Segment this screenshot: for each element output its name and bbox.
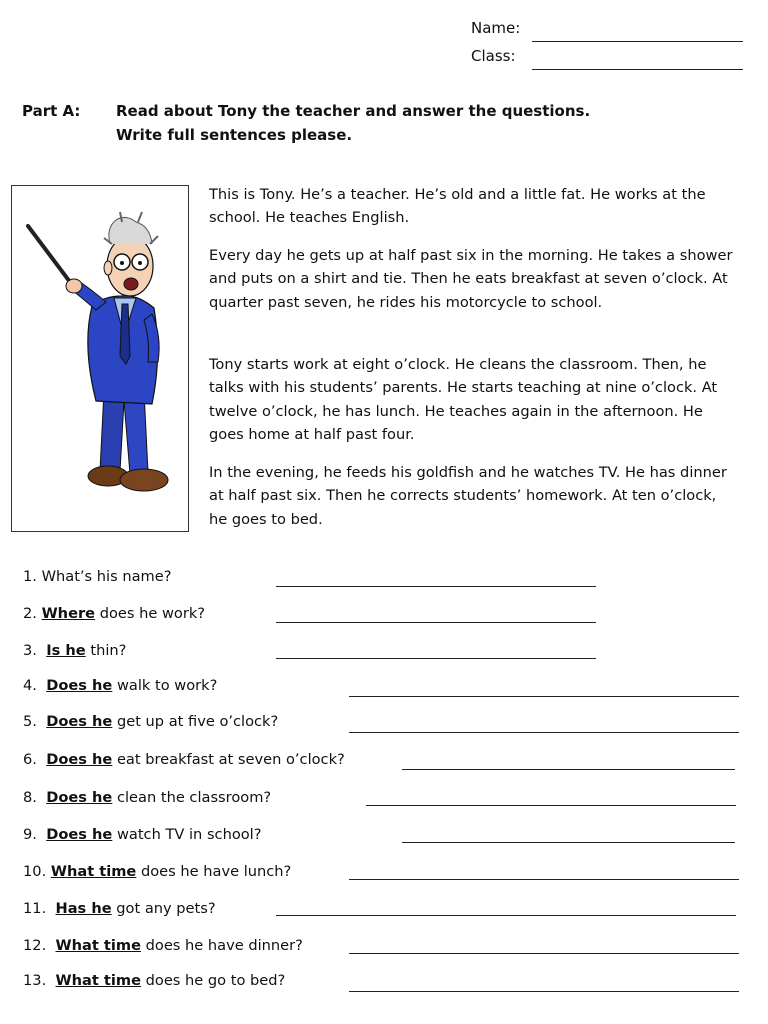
question-number: 5. (23, 713, 37, 730)
question-8 (23, 789, 271, 806)
question-keyword: Is he (46, 642, 86, 659)
question-3 (23, 642, 126, 659)
question-5 (23, 713, 278, 730)
part-label: Part A: (22, 102, 81, 120)
class-label: Class: (471, 47, 516, 65)
answer-line-3[interactable] (276, 658, 596, 659)
answer-line-10[interactable] (349, 879, 739, 880)
instruction-line-2: Write full sentences please. (116, 126, 353, 144)
teacher-illustration (11, 185, 189, 532)
answer-line-2[interactable] (276, 622, 596, 623)
question-keyword: Does he (46, 751, 113, 768)
question-text: eat breakfast at seven o’clock? (116, 751, 345, 768)
answer-line-11[interactable] (276, 915, 736, 916)
answer-line-9[interactable] (402, 842, 735, 843)
question-keyword: What time (55, 972, 141, 989)
answer-line-5[interactable] (349, 732, 739, 733)
answer-line-6[interactable] (402, 769, 735, 770)
question-number: 1. (23, 568, 37, 585)
question-text: got any pets? (116, 900, 216, 917)
answer-line-1[interactable] (276, 586, 596, 587)
reading-paragraph-2: Every day he gets up at half past six in the morning. He takes a shower and puts on a shirt and tie. Then he eats breakfast at seven o’clock. At quarter past seven, he rides his motorcycle to school. (209, 247, 733, 311)
question-4 (23, 677, 217, 694)
question-keyword: Where (41, 605, 96, 622)
question-number: 12. (23, 937, 47, 954)
name-answer-line[interactable] (532, 41, 743, 42)
class-answer-line[interactable] (532, 69, 743, 70)
question-keyword: Has he (55, 900, 112, 917)
question-keyword: Does he (46, 713, 113, 730)
question-keyword: What time (50, 863, 137, 880)
reading-paragraph-3: Tony starts work at eight o’clock. He cleans the classroom. Then, he talks with his students’ parents. He starts teaching at nine o’clock. At twelve o’clock, he has lunch. He teaches again in the afternoon. He goes home at half past four. (209, 356, 718, 444)
question-number: 6. (23, 751, 37, 768)
question-1 (23, 568, 171, 585)
question-keyword: What time (55, 937, 141, 954)
question-text: What’s his name? (41, 568, 172, 585)
question-text: walk to work? (116, 677, 218, 694)
instruction-line-1: Read about Tony the teacher and answer the questions. (116, 102, 591, 120)
question-6 (23, 751, 345, 768)
question-number: 2. (23, 605, 37, 622)
question-keyword: Does he (46, 677, 113, 694)
question-number: 8. (23, 789, 37, 806)
question-12 (23, 937, 303, 954)
question-text: get up at five o’clock? (116, 713, 279, 730)
answer-line-12[interactable] (349, 953, 739, 954)
question-13 (23, 972, 285, 989)
question-10 (23, 863, 291, 880)
question-number: 10. (23, 863, 47, 880)
answer-line-13[interactable] (349, 991, 739, 992)
question-number: 9. (23, 826, 37, 843)
question-text: does he work? (99, 605, 206, 622)
question-text: watch TV in school? (116, 826, 262, 843)
question-keyword: Does he (46, 826, 113, 843)
question-11 (23, 900, 216, 917)
question-number: 13. (23, 972, 47, 989)
question-number: 4. (23, 677, 37, 694)
question-text: does he go to bed? (145, 972, 286, 989)
answer-line-8[interactable] (366, 805, 736, 806)
answer-line-4[interactable] (349, 696, 739, 697)
question-text: does he have dinner? (145, 937, 303, 954)
question-keyword: Does he (46, 789, 113, 806)
reading-paragraph-4: In the evening, he feeds his goldfish and he watches TV. He has dinner at half past six. Then he corrects students’ homework. At ten o’clock, he goes to bed. (209, 464, 727, 528)
question-2 (23, 605, 205, 622)
question-number: 11. (23, 900, 47, 917)
question-text: thin? (90, 642, 127, 659)
question-text: does he have lunch? (140, 863, 292, 880)
question-number: 3. (23, 642, 37, 659)
name-label: Name: (471, 19, 521, 37)
question-text: clean the classroom? (116, 789, 272, 806)
reading-paragraph-1: This is Tony. He’s a teacher. He’s old and a little fat. He works at the school. He teaches English. (209, 186, 706, 227)
question-9 (23, 826, 261, 843)
